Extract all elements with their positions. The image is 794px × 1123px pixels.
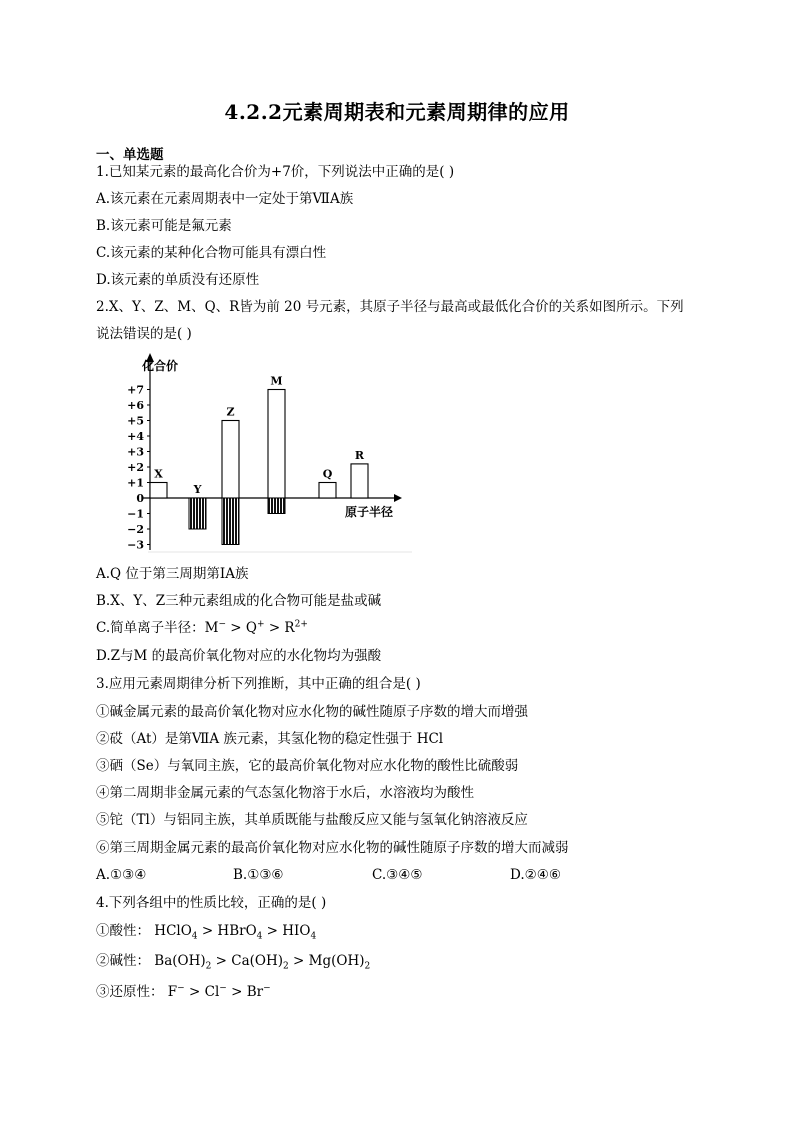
chart-bars (150, 390, 368, 545)
q4-item-1-formula: HClO$_4$ > HBrO$_4$ > $HIO_4$ (154, 923, 317, 942)
q4-item-1 (96, 922, 316, 940)
bar-M-positive (268, 390, 285, 499)
q4-item-2-label: ②碱性： (96, 953, 150, 969)
q3-statement-6: ⑥第三周期金属元素的最高价氧化物对应水化物的碱性随原子序数的增大而减弱 (96, 840, 569, 856)
section-heading: 一、单选题 (96, 147, 164, 163)
chart-y-axis-label: 化合价 (142, 359, 179, 373)
y-tick-label: +5 (127, 414, 144, 428)
y-tick-label: +2 (127, 461, 144, 474)
y-tick-label: −2 (127, 523, 144, 536)
bar-Z-positive (222, 421, 239, 499)
q1-option-b[interactable]: B.该元素可能是氟元素 (96, 218, 232, 234)
q4-stem: 4.下列各组中的性质比较，正确的是( ) (96, 895, 327, 911)
y-tick-label: +4 (127, 430, 144, 443)
q2-option-b[interactable]: B.X、Y、Z三种元素组成的化合物可能是盐或碱 (96, 593, 382, 609)
q1-stem: 1.已知某元素的最高化合价为+7价，下列说法中正确的是( ) (96, 164, 455, 180)
q3-statement-5: ⑤铊（Tl）与铝同主族，其单质既能与盐酸反应又能与氢氧化钠溶液反应 (96, 812, 528, 828)
chart-bar-labels (154, 375, 365, 497)
q2-stem-line2: 说法错误的是( ) (96, 326, 192, 342)
bar-label-Z: Z (226, 405, 235, 419)
valence-radius-chart (112, 350, 412, 555)
q2-option-c[interactable] (96, 619, 308, 637)
q4-item-2-formula: $Ba(OH)_2 > Ca(OH)_2 > Mg(OH)_2$ (154, 953, 371, 972)
q2-option-c-mid2: > R (264, 620, 295, 636)
q4-item-3 (96, 983, 271, 1001)
y-tick-label: 0 (136, 492, 144, 505)
q3-stem: 3.应用元素周期律分析下列推断，其中正确的组合是( ) (96, 676, 421, 692)
q3-option-c[interactable]: C.③④⑤ (372, 867, 423, 883)
bar-X-positive (150, 483, 167, 499)
bar-M-negative (268, 498, 285, 514)
y-tick-label: −1 (127, 507, 144, 521)
y-tick-label: −3 (127, 538, 144, 552)
y-tick-label: +3 (127, 445, 144, 459)
q2-option-c-r-charge: 2+ (294, 619, 308, 630)
q2-option-c-m-charge: − (218, 619, 227, 630)
q1-option-d[interactable]: D.该元素的单质没有还原性 (96, 272, 260, 288)
bar-R-positive (351, 464, 368, 498)
q4-item-1-label: ①酸性： (96, 923, 150, 939)
bar-Y-negative (189, 498, 206, 529)
q2-option-a[interactable]: A.Q 位于第三周期第ⅠA族 (96, 566, 249, 582)
page-title: 4.2.2元素周期表和元素周期律的应用 (224, 100, 570, 124)
q2-stem-line1: 2.X、Y、Z、M、Q、R皆为前 20 号元素，其原子半径与最高或最低化合价的关系如图所示。下列 (96, 299, 684, 315)
bar-label-R: R (354, 448, 365, 462)
chart-y-ticks (127, 384, 150, 552)
bar-label-Y: Y (193, 483, 202, 496)
bar-Z-negative (222, 498, 239, 545)
bar-label-Q: Q (322, 467, 333, 481)
q1-option-a[interactable]: A.该元素在元素周期表中一定处于第ⅦA族 (96, 191, 354, 207)
bar-label-M: M (270, 374, 283, 388)
q3-option-b[interactable]: B.①③⑥ (233, 867, 284, 883)
y-tick-label: +1 (127, 476, 144, 490)
q3-statement-2: ②砹（At）是第ⅦA 族元素，其氢化物的稳定性强于 HCl (96, 731, 444, 747)
q2-option-c-mid1: > Q (226, 620, 257, 636)
q3-option-a[interactable]: A.①③④ (96, 867, 147, 883)
chart-x-axis-arrow (394, 494, 402, 502)
chart-x-axis-label: 原子半径 (345, 505, 394, 519)
q4-item-3-formula: F− > Cl− > Br− (167, 983, 271, 1000)
q3-option-d[interactable]: D.②④⑥ (510, 867, 561, 883)
q3-statement-1: ①碱金属元素的最高价氧化物对应水化物的碱性随原子序数的增大而增强 (96, 704, 528, 720)
q2-option-c-q-charge: + (256, 619, 265, 630)
q3-statement-4: ④第二周期非金属元素的气态氢化物溶于水后，水溶液均为酸性 (96, 785, 474, 801)
q4-item-2 (96, 952, 370, 970)
q3-statement-3: ③硒（Se）与氧同主族，它的最高价氧化物对应水化物的酸性比硫酸弱 (96, 758, 519, 774)
bar-Q-positive (319, 483, 336, 499)
y-tick-label: +6 (127, 399, 144, 412)
q4-item-3-label: ③还原性： (96, 984, 164, 1000)
y-tick-label: +7 (127, 383, 144, 397)
q2-option-d[interactable]: D.Z与M 的最高价氧化物对应的水化物均为强酸 (96, 648, 382, 664)
bar-label-X: X (154, 467, 163, 481)
q2-option-c-prefix: C.简单离子半径：M (96, 620, 219, 636)
q1-option-c[interactable]: C.该元素的某种化合物可能具有漂白性 (96, 245, 327, 261)
